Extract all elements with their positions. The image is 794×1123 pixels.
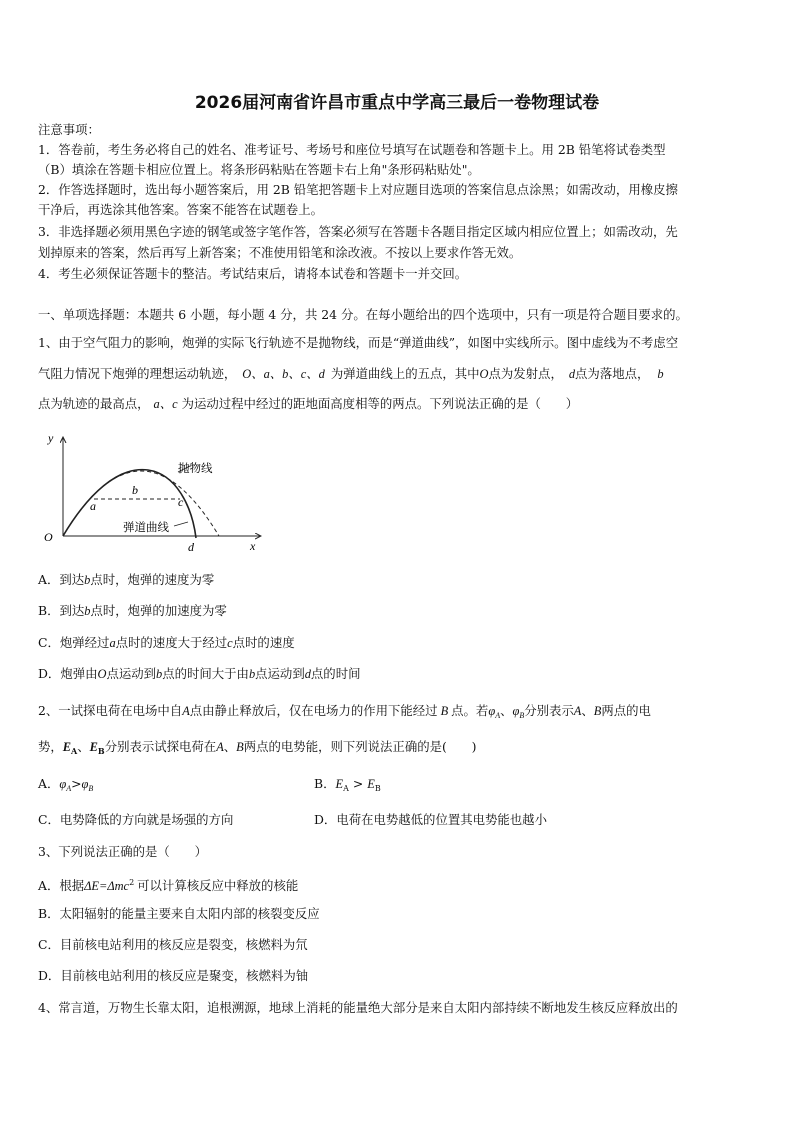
ballistic-label: 弹道曲线 [123, 520, 169, 534]
x-axis-label: x [250, 539, 256, 553]
page-title: 2026届河南省许昌市重点中学高三最后一卷物理试卷 [194, 93, 600, 113]
point-d-label: d [188, 540, 194, 554]
notice-line: 2．作答选择题时，选出每小题答案后，用 2B 铅笔把答题卡上对应题目选项的答案信息点涂黑；如需改动，用橡皮擦 [38, 182, 678, 197]
point-label: b [657, 367, 664, 381]
question-2-stem-line: 2、一试探电荷在电场中自A点由静止释放后，仅在电场力的作用下能经过 B 点。若$\varphi_A$、$\varphi_B$分别表示A、B两点的电 [38, 703, 651, 720]
point-b-label: b [132, 483, 138, 497]
question-2-option-d: D．电荷在电势越低的位置其电势能也越小 [314, 812, 547, 827]
notice-line: 干净后，再选涂其他答案。答案不能答在试题卷上。 [38, 202, 323, 217]
point-label: O [479, 367, 489, 381]
y-axis-label: y [48, 431, 54, 445]
notice-line: 1．答卷前，考生务必将自己的姓名、准考证号、考场号和座位号填写在试题卷和答题卡上。用 2B 铅笔将试卷类型 [38, 142, 666, 157]
question-2-option-a: A．$\varphi_A>\varphi_B$ [38, 776, 94, 793]
stem-text: 点为轨迹的最高点， [38, 396, 150, 411]
question-2-stem-line: 势，$E_A$、$E_B$分别表示试探电荷在A、B两点的电势能，则下列说法正确的是( ) [38, 739, 477, 756]
stem-text: 点为落地点， [575, 366, 650, 381]
question-1-option-c: C．炮弹经过a点时的速度大于经过c点时的速度 [38, 635, 295, 650]
question-3-stem: 3、下列说法正确的是（ ） [38, 844, 207, 859]
notice-line: 划掉原来的答案，然后再写上新答案；不准使用铅笔和涂改液。不按以上要求作答无效。 [38, 245, 522, 260]
notice-line: 4．考生必须保证答题卡的整洁。考试结束后，请将本试卷和答题卡一并交回。 [38, 266, 468, 281]
point-a-label: a [90, 499, 96, 513]
question-3-option-b: B．太阳辐射的能量主要来自太阳内部的核裂变反应 [38, 906, 320, 921]
question-1-stem-line [38, 394, 758, 414]
parabola-label: 抛物线 [178, 461, 213, 475]
origin-label: O [44, 530, 53, 544]
point-label: d [568, 367, 576, 381]
point-c-label: c [178, 495, 184, 509]
stem-text: 为弹道曲线上的五点，其中 [330, 366, 480, 381]
stem-text: 点为发射点， [488, 366, 563, 381]
question-4-stem-line: 4、常言道，万物生长靠太阳，追根溯源，地球上消耗的能量绝大部分是来自太阳内部持续不断地发生核反应释放出的 [38, 1000, 678, 1015]
question-1-option-d: D．炮弹由O点运动到b点的时间大于由b点运动到d点的时间 [38, 666, 361, 681]
notice-line: 3．非选择题必须用黑色字迹的钢笔或签字笔作答，答案必须写在答题卡各题目指定区域内相应位置上；如需改动，先 [38, 224, 678, 239]
ballistic-leader [174, 522, 188, 526]
point-labels: a、c [153, 397, 178, 411]
question-1-option-b: B．到达b点时，炮弹的加速度为零 [38, 603, 227, 618]
trajectory-figure [38, 426, 268, 556]
question-3-option-a: A．根据ΔE=Δmc$^2$ 可以计算核反应中释放的核能 [38, 878, 299, 893]
point-labels: O、a、b、c、d [242, 367, 325, 381]
question-3-option-d: D．目前核电站利用的核反应是聚变，核燃料为铀 [38, 968, 309, 983]
question-2-option-b: B．$E_A > E_B$ [314, 776, 381, 793]
notice-heading: 注意事项： [38, 122, 100, 137]
stem-text: 气阻力情况下炮弹的理想运动轨迹， [38, 366, 237, 381]
section-heading: 一、单项选择题：本题共 6 小题，每小题 4 分，共 24 分。在每小题给出的四个选项中，只有一项是符合题目要求的。 [38, 307, 688, 322]
question-1-stem-line [38, 364, 758, 384]
question-1-option-a: A．到达b点时，炮弹的速度为零 [38, 572, 215, 587]
question-3-option-c: C．目前核电站利用的核反应是裂变，核燃料为氘 [38, 937, 308, 952]
notice-line: （B）填涂在答题卡相应位置上。将条形码粘贴在答题卡右上角"条形码粘贴处"。 [38, 162, 480, 177]
question-1-stem-line: 1、由于空气阻力的影响，炮弹的实际飞行轨迹不是抛物线，而是“弹道曲线”，如图中实线所示。图中虚线为不考虑空 [38, 335, 679, 350]
stem-text: 为运动过程中经过的距地面高度相等的两点。下列说法正确的是（ ） [181, 396, 579, 411]
question-2-option-c: C．电势降低的方向就是场强的方向 [38, 812, 234, 827]
